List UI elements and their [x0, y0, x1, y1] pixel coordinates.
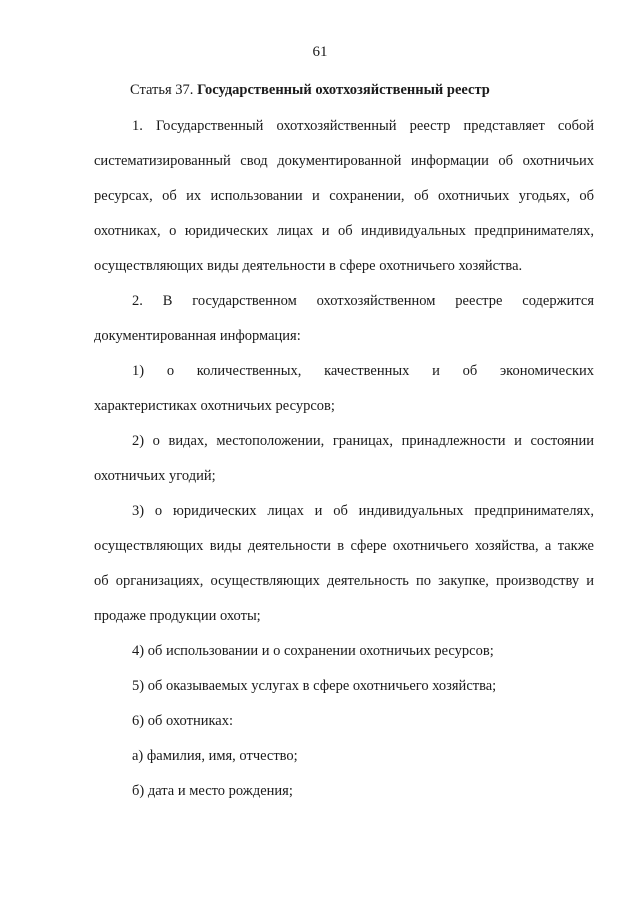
- list-item-line: 3) о юридических лицах и об индивидуальных предпринимателях,: [132, 503, 594, 519]
- sub-item-line: а) фамилия, имя, отчество;: [132, 748, 298, 764]
- paragraph-line: систематизированный свод документированной информации об охотничьих: [94, 153, 594, 169]
- paragraph-line: 1. Государственный охотхозяйственный реестр представляет собой: [132, 118, 594, 134]
- list-item-line: 4) об использовании и о сохранении охотничьих ресурсов;: [132, 643, 494, 659]
- paragraph-line: осуществляющих виды деятельности в сфере охотничьего хозяйства.: [94, 258, 523, 274]
- list-item-line: 6) об охотниках:: [132, 713, 233, 729]
- page-number: 61: [312, 44, 328, 60]
- sub-item-line: б) дата и место рождения;: [132, 783, 293, 799]
- list-item-line: продаже продукции охоты;: [94, 608, 261, 624]
- paragraph-line: охотниках, о юридических лицах и об индивидуальных предпринимателях,: [94, 223, 594, 239]
- list-item-line: осуществляющих виды деятельности в сфере охотничьего хозяйства, а также: [94, 538, 594, 554]
- list-item-line: 2) о видах, местоположении, границах, принадлежности и состоянии: [132, 433, 594, 449]
- list-item-line: 1) о количественных, качественных и об экономических: [132, 363, 594, 379]
- paragraph-line: 2. В государственном охотхозяйственном реестре содержится: [132, 293, 594, 309]
- list-item-line: характеристиках охотничьих ресурсов;: [94, 398, 335, 414]
- paragraph-line: документированная информация:: [94, 328, 301, 344]
- paragraph-line: ресурсах, об их использовании и сохранении, об охотничьих угодьях, об: [94, 188, 594, 204]
- list-item-line: об организациях, осуществляющих деятельность по закупке, производству и: [94, 573, 594, 589]
- list-item-line: охотничьих угодий;: [94, 468, 216, 484]
- list-item-line: 5) об оказываемых услугах в сфере охотничьего хозяйства;: [132, 678, 497, 694]
- article-heading: [130, 82, 490, 99]
- article-number: Статья 37.: [130, 82, 194, 98]
- article-title: Государственный охотхозяйственный реестр: [197, 82, 490, 98]
